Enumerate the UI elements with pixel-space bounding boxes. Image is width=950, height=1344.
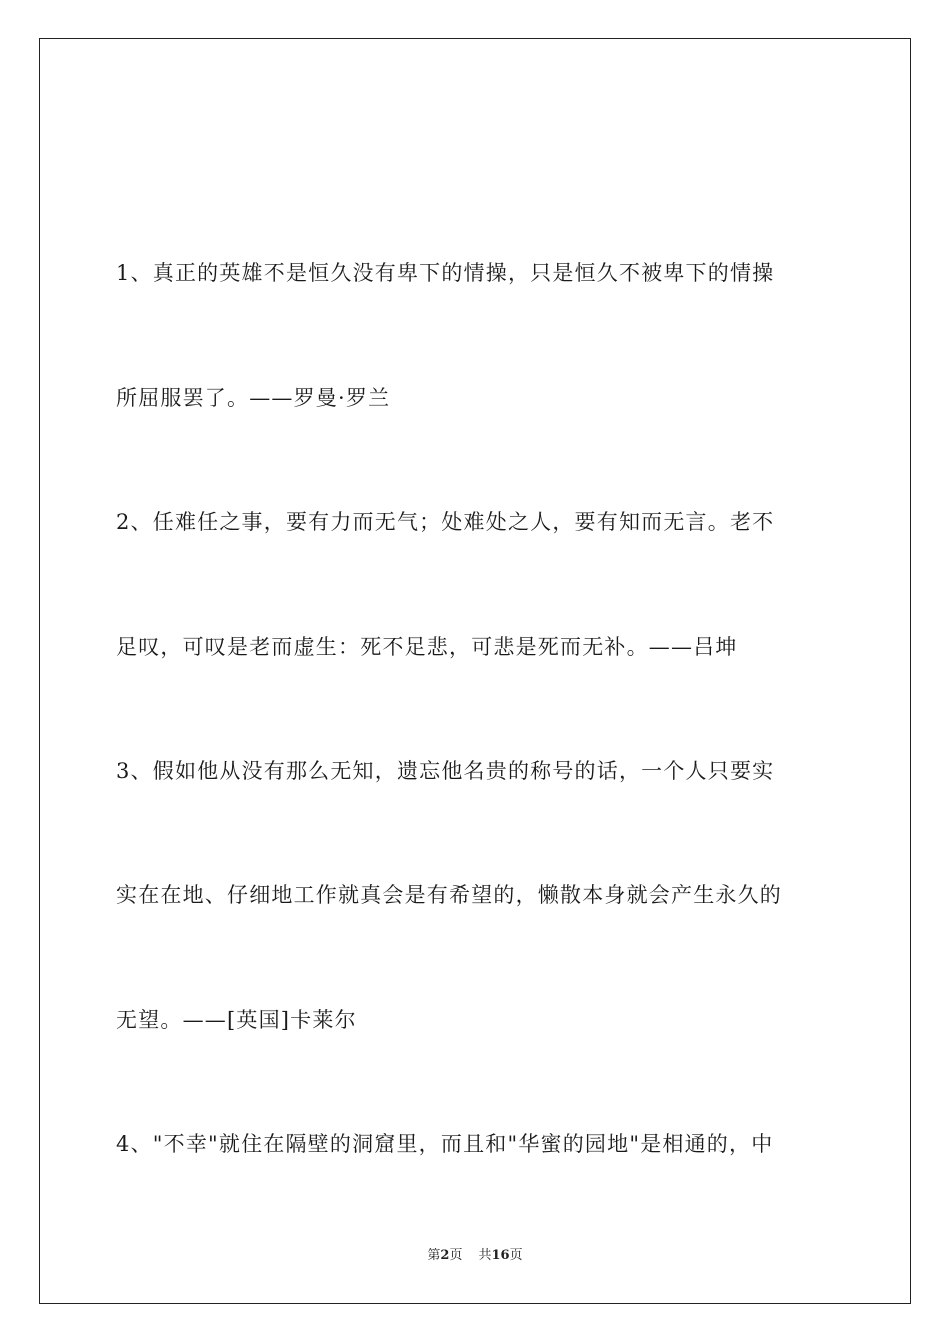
total-suffix: 页 bbox=[509, 1248, 523, 1263]
page-suffix: 页 bbox=[449, 1248, 463, 1263]
page-footer bbox=[0, 1247, 950, 1265]
total-prefix: 共 bbox=[478, 1248, 492, 1263]
text-line-3: 2、任难任之事，要有力而无气；处难处之人，要有知而无言。老不 bbox=[116, 510, 775, 534]
text-line-4: 足叹，可叹是老而虚生：死不足悲，可悲是死而无补。——吕坤 bbox=[116, 635, 738, 659]
page-number: 2 bbox=[440, 1248, 450, 1263]
page-prefix: 第 bbox=[427, 1248, 441, 1263]
total-pages: 16 bbox=[491, 1248, 510, 1263]
text-line-6: 实在在地、仔细地工作就真会是有希望的，懒散本身就会产生永久的 bbox=[116, 883, 782, 907]
text-line-2: 所屈服罢了。——罗曼·罗兰 bbox=[116, 386, 391, 410]
page-frame bbox=[39, 38, 911, 1304]
text-line-7: 无望。——[英国]卡莱尔 bbox=[116, 1008, 357, 1032]
text-line-8: 4、"不幸"就住在隔壁的洞窟里，而且和"华蜜的园地"是相通的，中 bbox=[116, 1132, 774, 1156]
text-line-1: 1、真正的英雄不是恒久没有卑下的情操，只是恒久不被卑下的情操 bbox=[116, 261, 775, 285]
text-line-5: 3、假如他从没有那么无知，遗忘他名贵的称号的话，一个人只要实 bbox=[116, 759, 775, 783]
